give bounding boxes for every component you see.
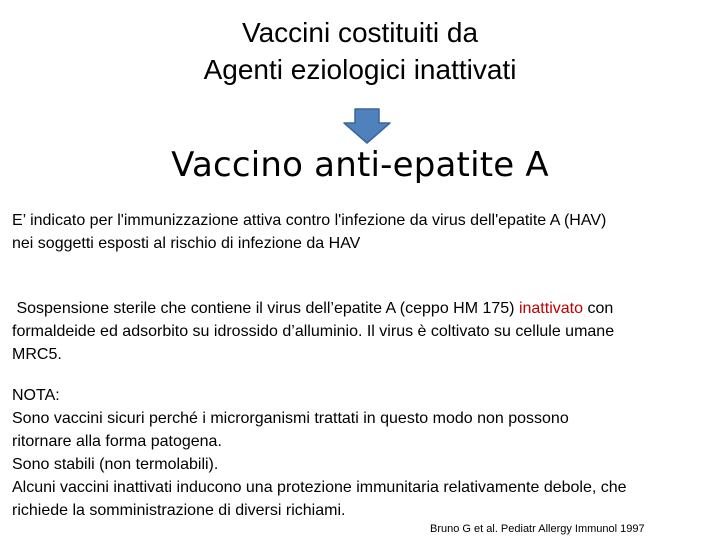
composition-line-1-text: Sospensione sterile che contiene il virus dell’epatite A (ceppo HM 175) — [12, 300, 519, 317]
notes-line-1: Sono vaccini sicuri perché i microrganismi trattati in questo modo non possono — [12, 410, 569, 427]
notes-line-5: richiede la somministrazione di diversi richiami. — [12, 502, 346, 519]
slide-title — [0, 14, 720, 88]
inattivato-highlight: inattivato — [518, 300, 583, 317]
indication-paragraph — [12, 209, 712, 255]
notes-line-4: Alcuni vaccini inattivati inducono una protezione immunitaria relativamente debole, che — [12, 479, 627, 496]
down-arrow-icon — [342, 108, 392, 144]
slide-title-line-1: Vaccini costituiti da — [241, 17, 479, 48]
slide-title-line-2: Agenti eziologici inattivati — [203, 54, 517, 85]
composition-paragraph — [12, 297, 712, 366]
citation: Bruno G et al. Pediatr Allergy Immunol 1997 — [430, 523, 645, 535]
notes-paragraph — [12, 384, 712, 522]
composition-line-1-end: con — [583, 300, 614, 317]
notes-line-3: Sono stabili (non termolabili). — [12, 456, 219, 473]
slide-subtitle: Vaccino anti-epatite A — [171, 145, 549, 185]
notes-heading: NOTA: — [12, 387, 60, 404]
indication-line-1: E’ indicato per l'immunizzazione attiva contro l'infezione da virus dell'epatite A (HAV) — [12, 212, 607, 229]
composition-line-1 — [12, 297, 712, 320]
notes-line-2: ritornare alla forma patogena. — [12, 433, 222, 450]
composition-line-3: MRC5. — [12, 346, 62, 363]
composition-line-2: formaldeide ed adsorbito su idrossido d’alluminio. Il virus è coltivato su cellule umane — [12, 323, 615, 340]
down-arrow-shape — [344, 109, 390, 143]
indication-line-2: nei soggetti esposti al rischio di infezione da HAV — [12, 235, 361, 252]
